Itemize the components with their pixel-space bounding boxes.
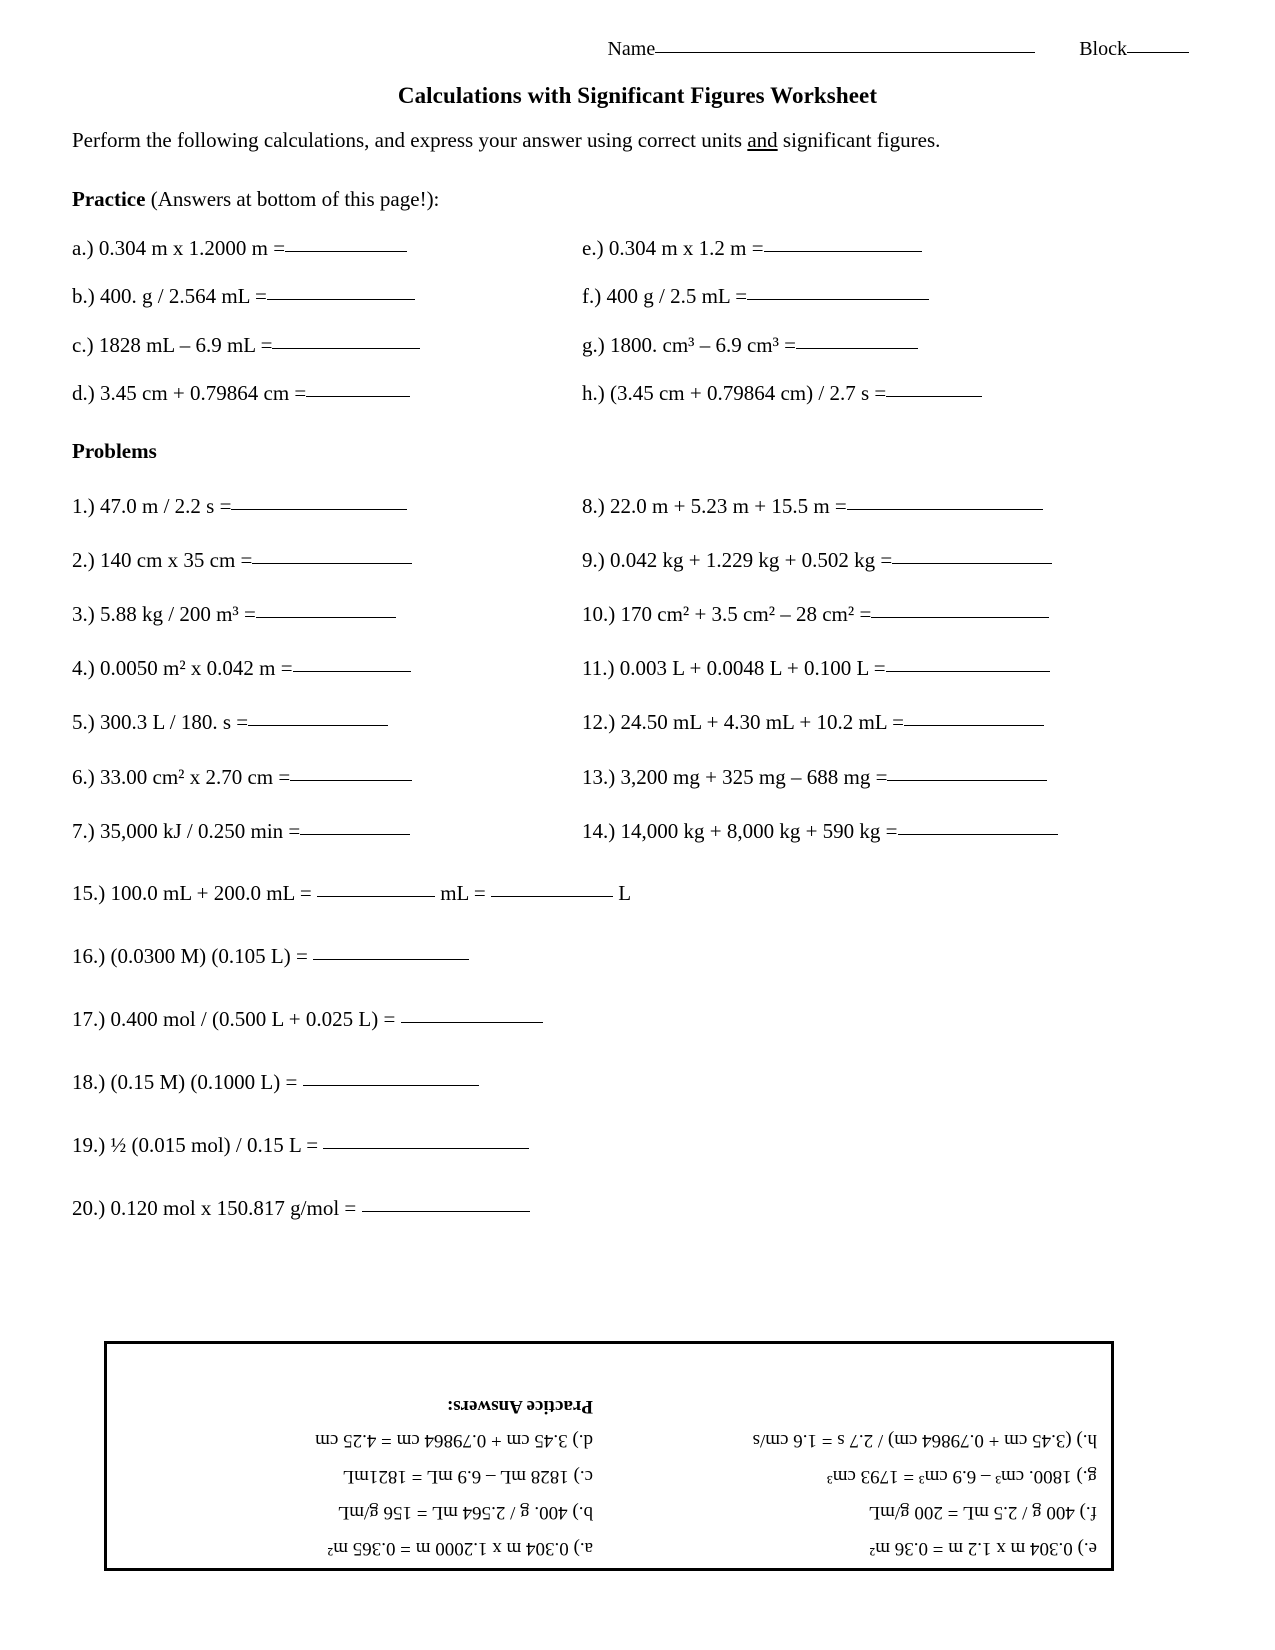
problem-item-14 xyxy=(582,819,1203,843)
problem-item-18 xyxy=(72,1070,1203,1095)
problem-item-9-text: 9.) 0.042 kg + 1.229 kg + 0.502 kg = xyxy=(582,547,893,572)
practice-item-e xyxy=(582,236,1203,260)
problem-item-2-text: 2.) 140 cm x 35 cm = xyxy=(72,547,253,572)
problem-item-15-text: 15.) 100.0 mL + 200.0 mL = xyxy=(72,880,317,905)
problem-item-13-text: 13.) 3,200 mg + 325 mg – 688 mg = xyxy=(582,764,888,789)
problem-answer-blank-18[interactable] xyxy=(303,1085,479,1086)
problem-item-18-text: 18.) (0.15 M) (0.1000 L) = xyxy=(72,1069,303,1094)
practice-item-a-text: a.) 0.304 m x 1.2000 m = xyxy=(72,236,286,261)
practice-answer-blank-d[interactable] xyxy=(306,396,410,397)
practice-answer-f: f.) 400 g / 2.5 mL = 200 g/mL xyxy=(868,1502,1097,1523)
problem-item-1-text: 1.) 47.0 m / 2.2 s = xyxy=(72,493,232,518)
problem-answer-blank-2[interactable] xyxy=(252,563,412,564)
practice-answer-a: a.) 0.304 m x 1.2000 m = 0.365 m² xyxy=(327,1538,593,1559)
practice-answers-title: Practice Answers: xyxy=(446,1396,593,1417)
practice-item-g xyxy=(582,333,1203,357)
problems-grid xyxy=(72,464,1203,843)
practice-answers-left xyxy=(617,1393,1097,1558)
problem-answer-blank-13[interactable] xyxy=(887,780,1047,781)
problem-item-4-text: 4.) 0.0050 m² x 0.042 m = xyxy=(72,656,293,681)
problem-item-16-text: 16.) (0.0300 M) (0.105 L) = xyxy=(72,943,314,968)
practice-answer-g: g.) 1800. cm³ – 6.9 cm³ = 1793 cm³ xyxy=(826,1466,1097,1487)
practice-answer-blank-e[interactable] xyxy=(764,251,922,252)
practice-heading-label: Practice xyxy=(72,187,146,212)
instructions xyxy=(72,127,1203,153)
problems-heading: Problems xyxy=(72,438,157,463)
problem-item-1 xyxy=(72,494,572,518)
problem-answer-blank-15a[interactable] xyxy=(317,896,435,897)
problem-item-7-text: 7.) 35,000 kJ / 0.250 min = xyxy=(72,818,301,843)
instructions-after: significant figures. xyxy=(777,128,941,152)
practice-answer-e: e.) 0.304 m x 1.2 m = 0.36 m² xyxy=(869,1538,1097,1559)
problem-item-4 xyxy=(72,656,572,680)
problem-item-3-text: 3.) 5.88 kg / 200 m³ = xyxy=(72,602,256,627)
practice-answer-blank-h[interactable] xyxy=(886,396,982,397)
practice-item-c xyxy=(72,333,572,357)
problem-item-11-text: 11.) 0.003 L + 0.0048 L + 0.100 L = xyxy=(582,656,886,681)
practice-answer-blank-b[interactable] xyxy=(267,299,415,300)
problems-left-column xyxy=(72,464,572,843)
practice-item-d xyxy=(72,381,572,405)
practice-left-column xyxy=(72,212,572,405)
problem-item-15-post: L xyxy=(612,880,632,905)
practice-answer-d: d.) 3.45 cm + 0.79864 cm = 4.25 cm xyxy=(315,1430,593,1451)
problem-answer-blank-4[interactable] xyxy=(293,671,411,672)
practice-item-a xyxy=(72,236,572,260)
instructions-before: Perform the following calculations, and express your answer using correct units xyxy=(72,128,748,152)
problem-item-10 xyxy=(582,602,1203,626)
practice-answer-c: c.) 1828 mL – 6.9 mL = 1821mL xyxy=(342,1466,593,1487)
name-blank[interactable] xyxy=(655,52,1035,53)
practice-heading-note: (Answers at bottom of this page!): xyxy=(145,187,440,212)
practice-heading xyxy=(72,187,1203,212)
problem-item-15-mid: mL = xyxy=(434,880,491,905)
problem-item-5 xyxy=(72,710,572,734)
practice-item-h-text: h.) (3.45 cm + 0.79864 cm) / 2.7 s = xyxy=(582,380,887,405)
problem-item-13 xyxy=(582,765,1203,789)
problem-item-20 xyxy=(72,1196,1203,1221)
problem-item-5-text: 5.) 300.3 L / 180. s = xyxy=(72,710,249,735)
practice-answers-grid xyxy=(121,1393,1097,1558)
problem-item-19-text: 19.) ½ (0.015 mol) / 0.15 L = xyxy=(72,1132,324,1157)
page-title: Calculations with Significant Figures Worksheet xyxy=(397,83,878,108)
problem-item-2 xyxy=(72,548,572,572)
problem-item-15 xyxy=(72,881,1203,906)
problem-answer-blank-14[interactable] xyxy=(898,834,1058,835)
problem-item-12-text: 12.) 24.50 mL + 4.30 mL + 10.2 mL = xyxy=(582,710,904,735)
problem-answer-blank-8[interactable] xyxy=(847,509,1043,510)
block-label: Block xyxy=(1079,38,1127,60)
practice-answer-blank-c[interactable] xyxy=(272,348,420,349)
practice-item-d-text: d.) 3.45 cm + 0.79864 cm = xyxy=(72,380,307,405)
practice-right-column xyxy=(582,212,1203,405)
problem-item-8 xyxy=(582,494,1203,518)
problem-answer-blank-15b[interactable] xyxy=(491,896,613,897)
practice-item-g-text: g.) 1800. cm³ – 6.9 cm³ = xyxy=(582,332,796,357)
practice-item-f xyxy=(582,284,1203,308)
problem-item-10-text: 10.) 170 cm² + 3.5 cm² – 28 cm² = xyxy=(582,602,872,627)
problem-item-6-text: 6.) 33.00 cm² x 2.70 cm = xyxy=(72,764,291,789)
problem-item-12 xyxy=(582,710,1203,734)
problem-item-7 xyxy=(72,819,572,843)
problem-answer-blank-7[interactable] xyxy=(300,834,410,835)
instructions-emphasis: and xyxy=(747,128,778,152)
problem-item-20-text: 20.) 0.120 mol x 150.817 g/mol = xyxy=(72,1195,362,1220)
practice-item-b xyxy=(72,284,572,308)
name-label: Name xyxy=(607,38,656,60)
problem-answer-blank-17[interactable] xyxy=(401,1022,543,1023)
problem-item-17 xyxy=(72,1007,1203,1032)
practice-answer-blank-g[interactable] xyxy=(796,348,918,349)
practice-item-b-text: b.) 400. g / 2.564 mL = xyxy=(72,284,267,309)
name-block-line xyxy=(72,38,1203,61)
practice-answer-blank-a[interactable] xyxy=(285,251,407,252)
problem-item-14-text: 14.) 14,000 kg + 8,000 kg + 590 kg = xyxy=(582,818,898,843)
problem-item-19 xyxy=(72,1133,1203,1158)
problem-answer-blank-6[interactable] xyxy=(290,780,412,781)
practice-answers-right xyxy=(121,1393,593,1558)
practice-answers-box xyxy=(104,1341,1114,1571)
problems-right-column xyxy=(582,464,1203,843)
problem-answer-blank-10[interactable] xyxy=(871,617,1049,618)
block-blank[interactable] xyxy=(1127,52,1189,53)
problem-answer-blank-20[interactable] xyxy=(362,1211,530,1212)
practice-item-h xyxy=(582,381,1203,405)
practice-item-f-text: f.) 400 g / 2.5 mL = xyxy=(582,284,748,309)
practice-item-c-text: c.) 1828 mL – 6.9 mL = xyxy=(72,332,273,357)
problem-answer-blank-16[interactable] xyxy=(313,959,469,960)
problem-answer-blank-1[interactable] xyxy=(231,509,407,510)
practice-answer-h: h.) (3.45 cm + 0.79864 cm) / 2.7 s = 1.6 cm/s xyxy=(752,1430,1097,1451)
problem-item-11 xyxy=(582,656,1203,680)
problem-item-16 xyxy=(72,944,1203,969)
problem-answer-blank-9[interactable] xyxy=(892,563,1052,564)
problem-answer-blank-19[interactable] xyxy=(323,1148,529,1149)
practice-grid xyxy=(72,212,1203,405)
problem-item-9 xyxy=(582,548,1203,572)
problem-item-6 xyxy=(72,765,572,789)
problem-answer-blank-12[interactable] xyxy=(904,725,1044,726)
problem-item-3 xyxy=(72,602,572,626)
problem-item-8-text: 8.) 22.0 m + 5.23 m + 15.5 m = xyxy=(582,493,847,518)
practice-answer-blank-f[interactable] xyxy=(747,299,929,300)
problem-answer-blank-11[interactable] xyxy=(886,671,1050,672)
problem-answer-blank-3[interactable] xyxy=(256,617,396,618)
practice-item-e-text: e.) 0.304 m x 1.2 m = xyxy=(582,236,764,261)
practice-answer-b: b.) 400. g / 2.564 mL = 156 g/mL xyxy=(337,1502,593,1523)
problem-answer-blank-5[interactable] xyxy=(248,725,388,726)
problem-item-17-text: 17.) 0.400 mol / (0.500 L + 0.025 L) = xyxy=(72,1006,401,1031)
